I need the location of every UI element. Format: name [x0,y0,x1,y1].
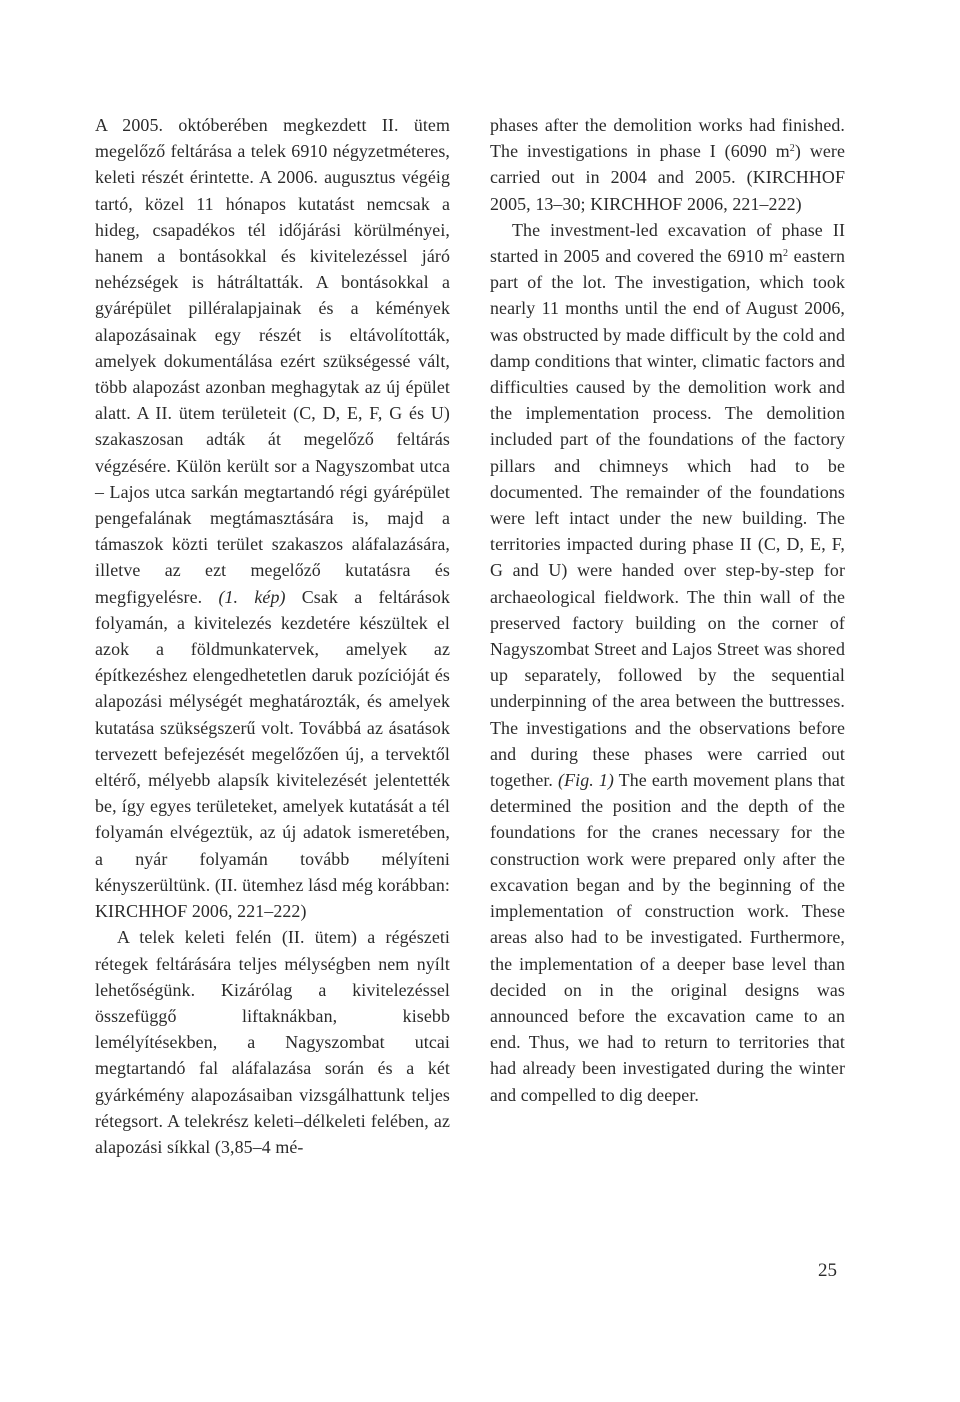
hungarian-text-column [95,112,450,1160]
paragraph-text: eastern part of the lot. The investigation, which took nearly 11 months until the end of August 2006, was obstructed by made difficult by the cold and damp conditions that winter, climatic factors and difficulties caused by the demolition work and the implementation process. The demolition included part of the foundations of the factory pillars and chimneys which had to be documented. The remainder of the foundations were left intact under the new building. The territories impacted during phase II (C, D, E, F, G and U) were handed over step-by-step for archaeological fieldwork. The thin wall of the preserved factory building on the corner of Nagyszombat Street and Lajos Street was shored up separately, followed by the sequential underpinning of the area between the buttresses. The investigations and the observations before and during these phases were carried out together. [490,246,846,791]
paragraph-2-hu: A telek keleti felén (II. ütem) a régészeti rétegek feltárására teljes mélységben nem nyílt lehetőségünk. Kizárólag a kivitelezéssel összefüggő liftaknákban, kisebb lemélyítésekben, a Nagyszombat utcai megtartandó fal aláfalazása során és a két gyárkémény alapozásaiban vizsgálhattunk teljes rétegsort. A telekrész keleti–délkeleti felében, az alapozási síkkal (3,85–4 mé- [95,927,450,1157]
superscript: 2 [789,143,795,155]
paragraph-text: Csak a feltárások folyamán, a kivitelezés kezdetére készültek el azok a földmunkatervek, amelyek az építkezéshez elengedhetetlen daruk pozícióját és alapozási mélységét meghatározták, és amelyek kutatása szükségszerű volt. Továbbá az ásatások tervezett befejezését megelőzően új, a tervektől eltérő, mélyebb alapsík kivitelezését jelentették be, így egyes területeket, amelyek kutatását a tél folyamán elvégeztük, az új adatok ismeretében, a nyár folyamán tovább mélyíteni kényszerültünk. (II. ütemhez lásd még korábban: KIRCHHOF 2006, 221–222) [95,586,450,922]
paragraph-text: ) were carried out in 2004 and 2005. (KIRCHHOF 2005, 13–30; KIRCHHOF 2006, 221–222) [490,141,845,214]
paragraph-text: A 2005. októberében megkezdett II. ütem megelőző feltárása a telek 6910 négyzetméteres, keleti részét érintette. A 2006. augusztus végéig tartó, közel 11 hónapos kutatást nemcsak a hideg, csapadékos tél időjárási körülményei, hanem a bontásokkal és kivitelezéssel járó nehézségek is hátráltatták. A bontásokkal a gyárépület pilléralapjainak és a kémények alapozásainak egy részét is eltávolították, amelyek dokumentálása ezért szükségessé vált, több alapozást azonban meghagytak az új épület alatt. A II. ütem területeit (C, D, E, F, G és U) szakaszosan adták át megelőző feltárás végzésére. Külön került sor a Nagyszombat utca – Lajos utca sarkán megtartandó régi gyárépület pengefalának megtámasztására is, majd a támaszok közti terület szakaszos aláfalazására, illetve az ezt megelőző kutatásra és megfigyelésre. [95,115,450,607]
superscript: 2 [783,248,789,260]
paragraph-2-en [490,217,845,1108]
figure-reference: (1. kép) [218,586,286,607]
paragraph-text: The investment-led excavation of phase II started in 2005 and covered the 6910 m [490,219,845,267]
figure-reference: (Fig. 1) [558,770,614,791]
paragraph-1-hu [95,112,450,924]
english-text-column [490,112,845,1108]
paragraph-text: The earth movement plans that determined the position and the depth of the foundations for the cranes necessary for the construction work were prepared only after the excavation began and by the beginning of the implementation of construction work. These areas also had to be investigated. Furthermore, the implementation of a deeper base level than decided on in the original designs was announced before the excavation came to an end. Thus, we had to return to territories that had already been investigated during the winter and compelled to dig deeper. [490,770,845,1105]
page-number: 25 [818,1260,837,1281]
paragraph-text: phases after the demolition works had finished. The investigations in phase I (6090 m [490,115,845,162]
paragraph-1-en [490,112,845,217]
